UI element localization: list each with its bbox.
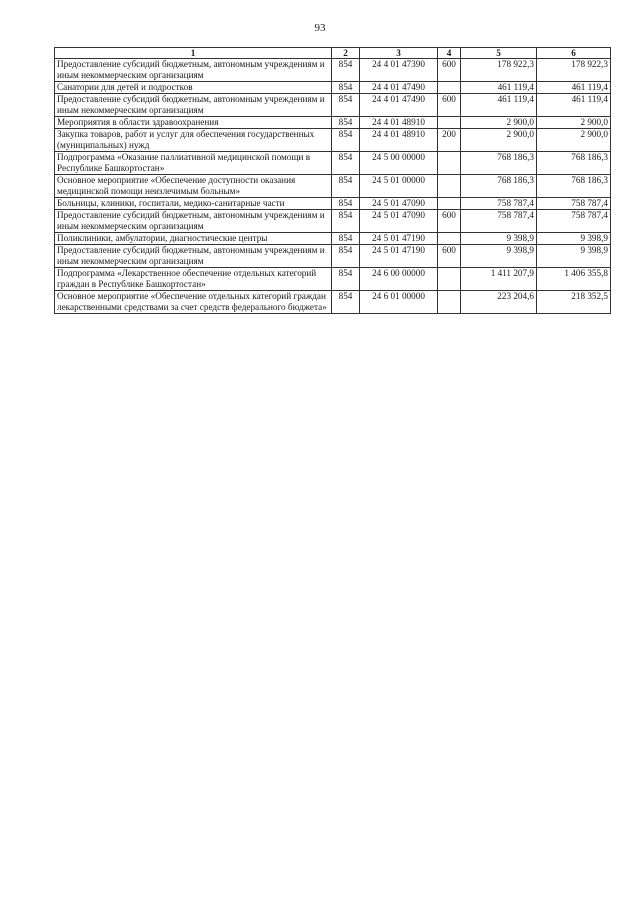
row-name-cell: Предоставление субсидий бюджетным, автономным учреждениям и иным некоммерческим организациям xyxy=(55,210,332,233)
column-header-2: 2 xyxy=(332,48,360,59)
amount-col5-cell: 758 787,4 xyxy=(461,198,537,210)
amount-col5-cell: 758 787,4 xyxy=(461,210,537,233)
article-code-cell: 24 5 01 47090 xyxy=(360,198,438,210)
amount-col5-cell: 461 119,4 xyxy=(461,94,537,117)
amount-col6-cell: 178 922,3 xyxy=(537,59,611,82)
row-name-cell: Подпрограмма «Оказание паллиативной медицинской помощи в Республике Башкортостан» xyxy=(55,152,332,175)
amount-col6-cell: 768 186,3 xyxy=(537,152,611,175)
table-row xyxy=(55,210,611,233)
ministry-code-cell: 854 xyxy=(332,245,360,268)
amount-col6-cell: 9 398,9 xyxy=(537,233,611,245)
amount-col5-cell: 9 398,9 xyxy=(461,233,537,245)
row-name-cell: Основное мероприятие «Обеспечение доступности оказания медицинской помощи неизлечимым больным» xyxy=(55,175,332,198)
amount-col6-cell: 218 352,5 xyxy=(537,291,611,314)
ministry-code-cell: 854 xyxy=(332,117,360,129)
row-name-cell: Закупка товаров, работ и услуг для обеспечения государственных (муниципальных) нужд xyxy=(55,129,332,152)
amount-col6-cell: 461 119,4 xyxy=(537,94,611,117)
amount-col5-cell: 178 922,3 xyxy=(461,59,537,82)
ministry-code-cell: 854 xyxy=(332,152,360,175)
expense-type-cell xyxy=(438,268,461,291)
ministry-code-cell: 854 xyxy=(332,198,360,210)
table-row xyxy=(55,198,611,210)
article-code-cell: 24 4 01 47390 xyxy=(360,59,438,82)
article-code-cell: 24 4 01 48910 xyxy=(360,117,438,129)
amount-col6-cell: 2 900,0 xyxy=(537,117,611,129)
amount-col5-cell: 1 411 207,9 xyxy=(461,268,537,291)
table-header-row xyxy=(55,48,611,59)
amount-col6-cell: 768 186,3 xyxy=(537,175,611,198)
article-code-cell: 24 5 01 00000 xyxy=(360,175,438,198)
article-code-cell: 24 5 01 47190 xyxy=(360,245,438,268)
expense-type-cell xyxy=(438,152,461,175)
ministry-code-cell: 854 xyxy=(332,129,360,152)
row-name-cell: Подпрограмма «Лекарственное обеспечение отдельных категорий граждан в Республике Башкортостан» xyxy=(55,268,332,291)
row-name-cell: Предоставление субсидий бюджетным, автономным учреждениям и иным некоммерческим организациям xyxy=(55,59,332,82)
ministry-code-cell: 854 xyxy=(332,94,360,117)
amount-col5-cell: 2 900,0 xyxy=(461,117,537,129)
amount-col5-cell: 461 119,4 xyxy=(461,82,537,94)
expense-type-cell xyxy=(438,175,461,198)
amount-col6-cell: 758 787,4 xyxy=(537,198,611,210)
ministry-code-cell: 854 xyxy=(332,210,360,233)
budget-table xyxy=(54,47,611,314)
article-code-cell: 24 6 01 00000 xyxy=(360,291,438,314)
column-header-5: 5 xyxy=(461,48,537,59)
ministry-code-cell: 854 xyxy=(332,233,360,245)
table-row xyxy=(55,233,611,245)
row-name-cell: Предоставление субсидий бюджетным, автономным учреждениям и иным некоммерческим организациям xyxy=(55,94,332,117)
table-row xyxy=(55,175,611,198)
article-code-cell: 24 4 01 47490 xyxy=(360,82,438,94)
table-row xyxy=(55,291,611,314)
table-row xyxy=(55,82,611,94)
amount-col5-cell: 768 186,3 xyxy=(461,152,537,175)
table-row xyxy=(55,117,611,129)
expense-type-cell xyxy=(438,233,461,245)
amount-col6-cell: 9 398,9 xyxy=(537,245,611,268)
row-name-cell: Санатории для детей и подростков xyxy=(55,82,332,94)
ministry-code-cell: 854 xyxy=(332,175,360,198)
expense-type-cell xyxy=(438,198,461,210)
ministry-code-cell: 854 xyxy=(332,59,360,82)
amount-col6-cell: 2 900,0 xyxy=(537,129,611,152)
row-name-cell: Мероприятия в области здравоохранения xyxy=(55,117,332,129)
amount-col6-cell: 1 406 355,8 xyxy=(537,268,611,291)
article-code-cell: 24 4 01 48910 xyxy=(360,129,438,152)
amount-col5-cell: 2 900,0 xyxy=(461,129,537,152)
expense-type-cell: 200 xyxy=(438,129,461,152)
expense-type-cell xyxy=(438,82,461,94)
row-name-cell: Предоставление субсидий бюджетным, автономным учреждениям и иным некоммерческим организациям xyxy=(55,245,332,268)
page-number: 93 xyxy=(314,22,326,34)
ministry-code-cell: 854 xyxy=(332,82,360,94)
ministry-code-cell: 854 xyxy=(332,291,360,314)
table-row xyxy=(55,152,611,175)
column-header-6: 6 xyxy=(537,48,611,59)
article-code-cell: 24 5 00 00000 xyxy=(360,152,438,175)
article-code-cell: 24 5 01 47190 xyxy=(360,233,438,245)
ministry-code-cell: 854 xyxy=(332,268,360,291)
row-name-cell: Основное мероприятие «Обеспечение отдельных категорий граждан лекарственными средствами за счет средств федерального бюджета» xyxy=(55,291,332,314)
expense-type-cell: 600 xyxy=(438,245,461,268)
expense-type-cell xyxy=(438,117,461,129)
expense-type-cell xyxy=(438,291,461,314)
table-row xyxy=(55,94,611,117)
article-code-cell: 24 4 01 47490 xyxy=(360,94,438,117)
amount-col6-cell: 461 119,4 xyxy=(537,82,611,94)
amount-col5-cell: 223 204,6 xyxy=(461,291,537,314)
row-name-cell: Поликлиники, амбулатории, диагностические центры xyxy=(55,233,332,245)
column-header-1: 1 xyxy=(55,48,332,59)
expense-type-cell: 600 xyxy=(438,210,461,233)
column-header-4: 4 xyxy=(438,48,461,59)
row-name-cell: Больницы, клиники, госпитали, медико-санитарные части xyxy=(55,198,332,210)
article-code-cell: 24 6 00 00000 xyxy=(360,268,438,291)
table-row xyxy=(55,129,611,152)
amount-col5-cell: 768 186,3 xyxy=(461,175,537,198)
column-header-3: 3 xyxy=(360,48,438,59)
table-row xyxy=(55,59,611,82)
table-row xyxy=(55,268,611,291)
table-row xyxy=(55,245,611,268)
table-body xyxy=(55,59,611,314)
amount-col6-cell: 758 787,4 xyxy=(537,210,611,233)
article-code-cell: 24 5 01 47090 xyxy=(360,210,438,233)
expense-type-cell: 600 xyxy=(438,59,461,82)
amount-col5-cell: 9 398,9 xyxy=(461,245,537,268)
expense-type-cell: 600 xyxy=(438,94,461,117)
